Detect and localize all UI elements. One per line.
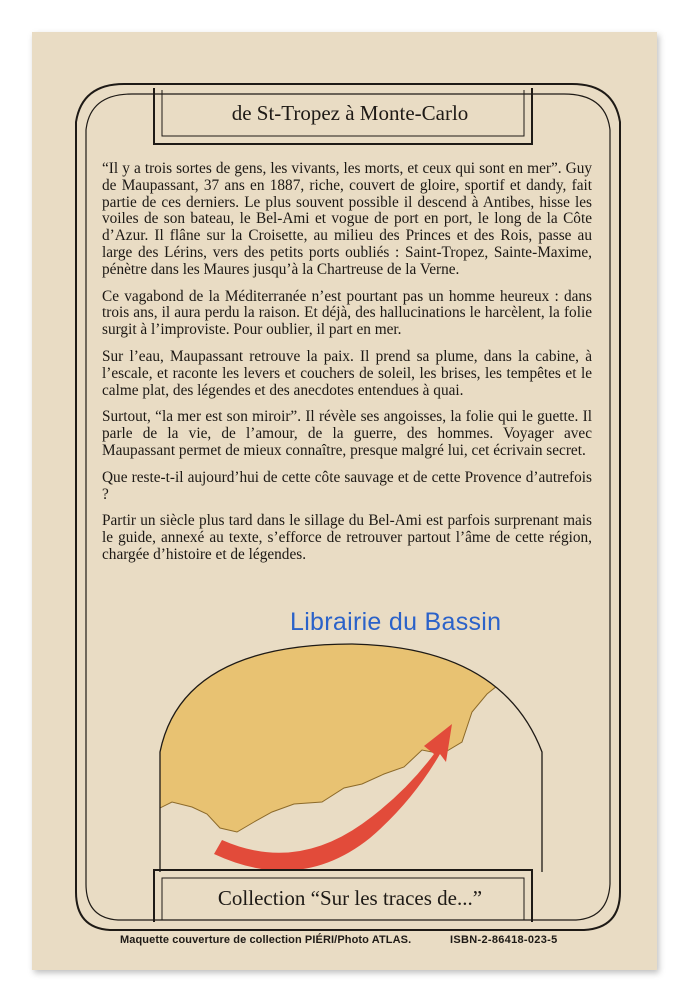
paragraph: Ce vagabond de la Méditerranée n’est pourtant pas un homme heureux : dans trois ans, il aura perdu la raison. Et déjà, des hallucinations le harcèlent, la folie surgit à l’improviste. Pour oublier, il part en mer. xyxy=(102,287,592,339)
cover-credit: Maquette couverture de collection PIÉRI/Photo ATLAS. xyxy=(120,934,412,946)
paragraph: “Il y a trois sortes de gens, les vivants, les morts, et ceux qui sont en mer”. Guy de Maupassant, 37 ans en 1887, riche, couvert de gloire, sportif et dandy, fait partie de ces derniers. Le plus souvent possible il descend à Antibes, hisse les voiles de son bateau, le Bel-Ami et vogue de port en port, le long de la Côte d’Azur. Il flâne sur la Croisette, au milieu des Princes et des Rois, passe au large des Lérins, vers des petits ports oubliés : Saint-Tropez, Sainte-Maxime, pénètre dans les Maures jusqu’à la Chartreuse de la Verne. xyxy=(102,160,592,278)
collection-title: Collection “Sur les traces de...” xyxy=(217,886,483,910)
cover-title: de St-Tropez à Monte-Carlo xyxy=(231,101,469,125)
map-illustration xyxy=(152,632,552,882)
book-cover xyxy=(32,32,657,970)
paragraph: Que reste-t-il aujourd’hui de cette côte sauvage et de cette Provence d’autrefois ? xyxy=(102,468,592,503)
isbn: ISBN-2-86418-023-5 xyxy=(450,934,558,946)
paragraph: Partir un siècle plus tard dans le sillage du Bel-Ami est parfois surprenant mais le guide, annexé au texte, s’efforce de retrouver partout l’âme de cette région, chargée d’histoire et de légendes. xyxy=(102,512,592,563)
watermark: Librairie du Bassin xyxy=(290,608,502,636)
paragraph: Sur l’eau, Maupassant retrouve la paix. Il prend sa plume, dans la cabine, à l’escale, et raconte les levers et couchers de soleil, les brises, les tempêtes et le calme plat, des légendes et des anecdotes entendues à quai. xyxy=(102,347,592,399)
paragraph: Surtout, “la mer est son miroir”. Il révèle ses angoisses, la folie qui le guette. Il parle de la vie, de l’amour, de la guerre, des hommes. Voyager avec Maupassant permet de mieux connaître, presque malgré lui, cet écrivain secret. xyxy=(102,408,592,459)
cover-body xyxy=(102,161,592,574)
